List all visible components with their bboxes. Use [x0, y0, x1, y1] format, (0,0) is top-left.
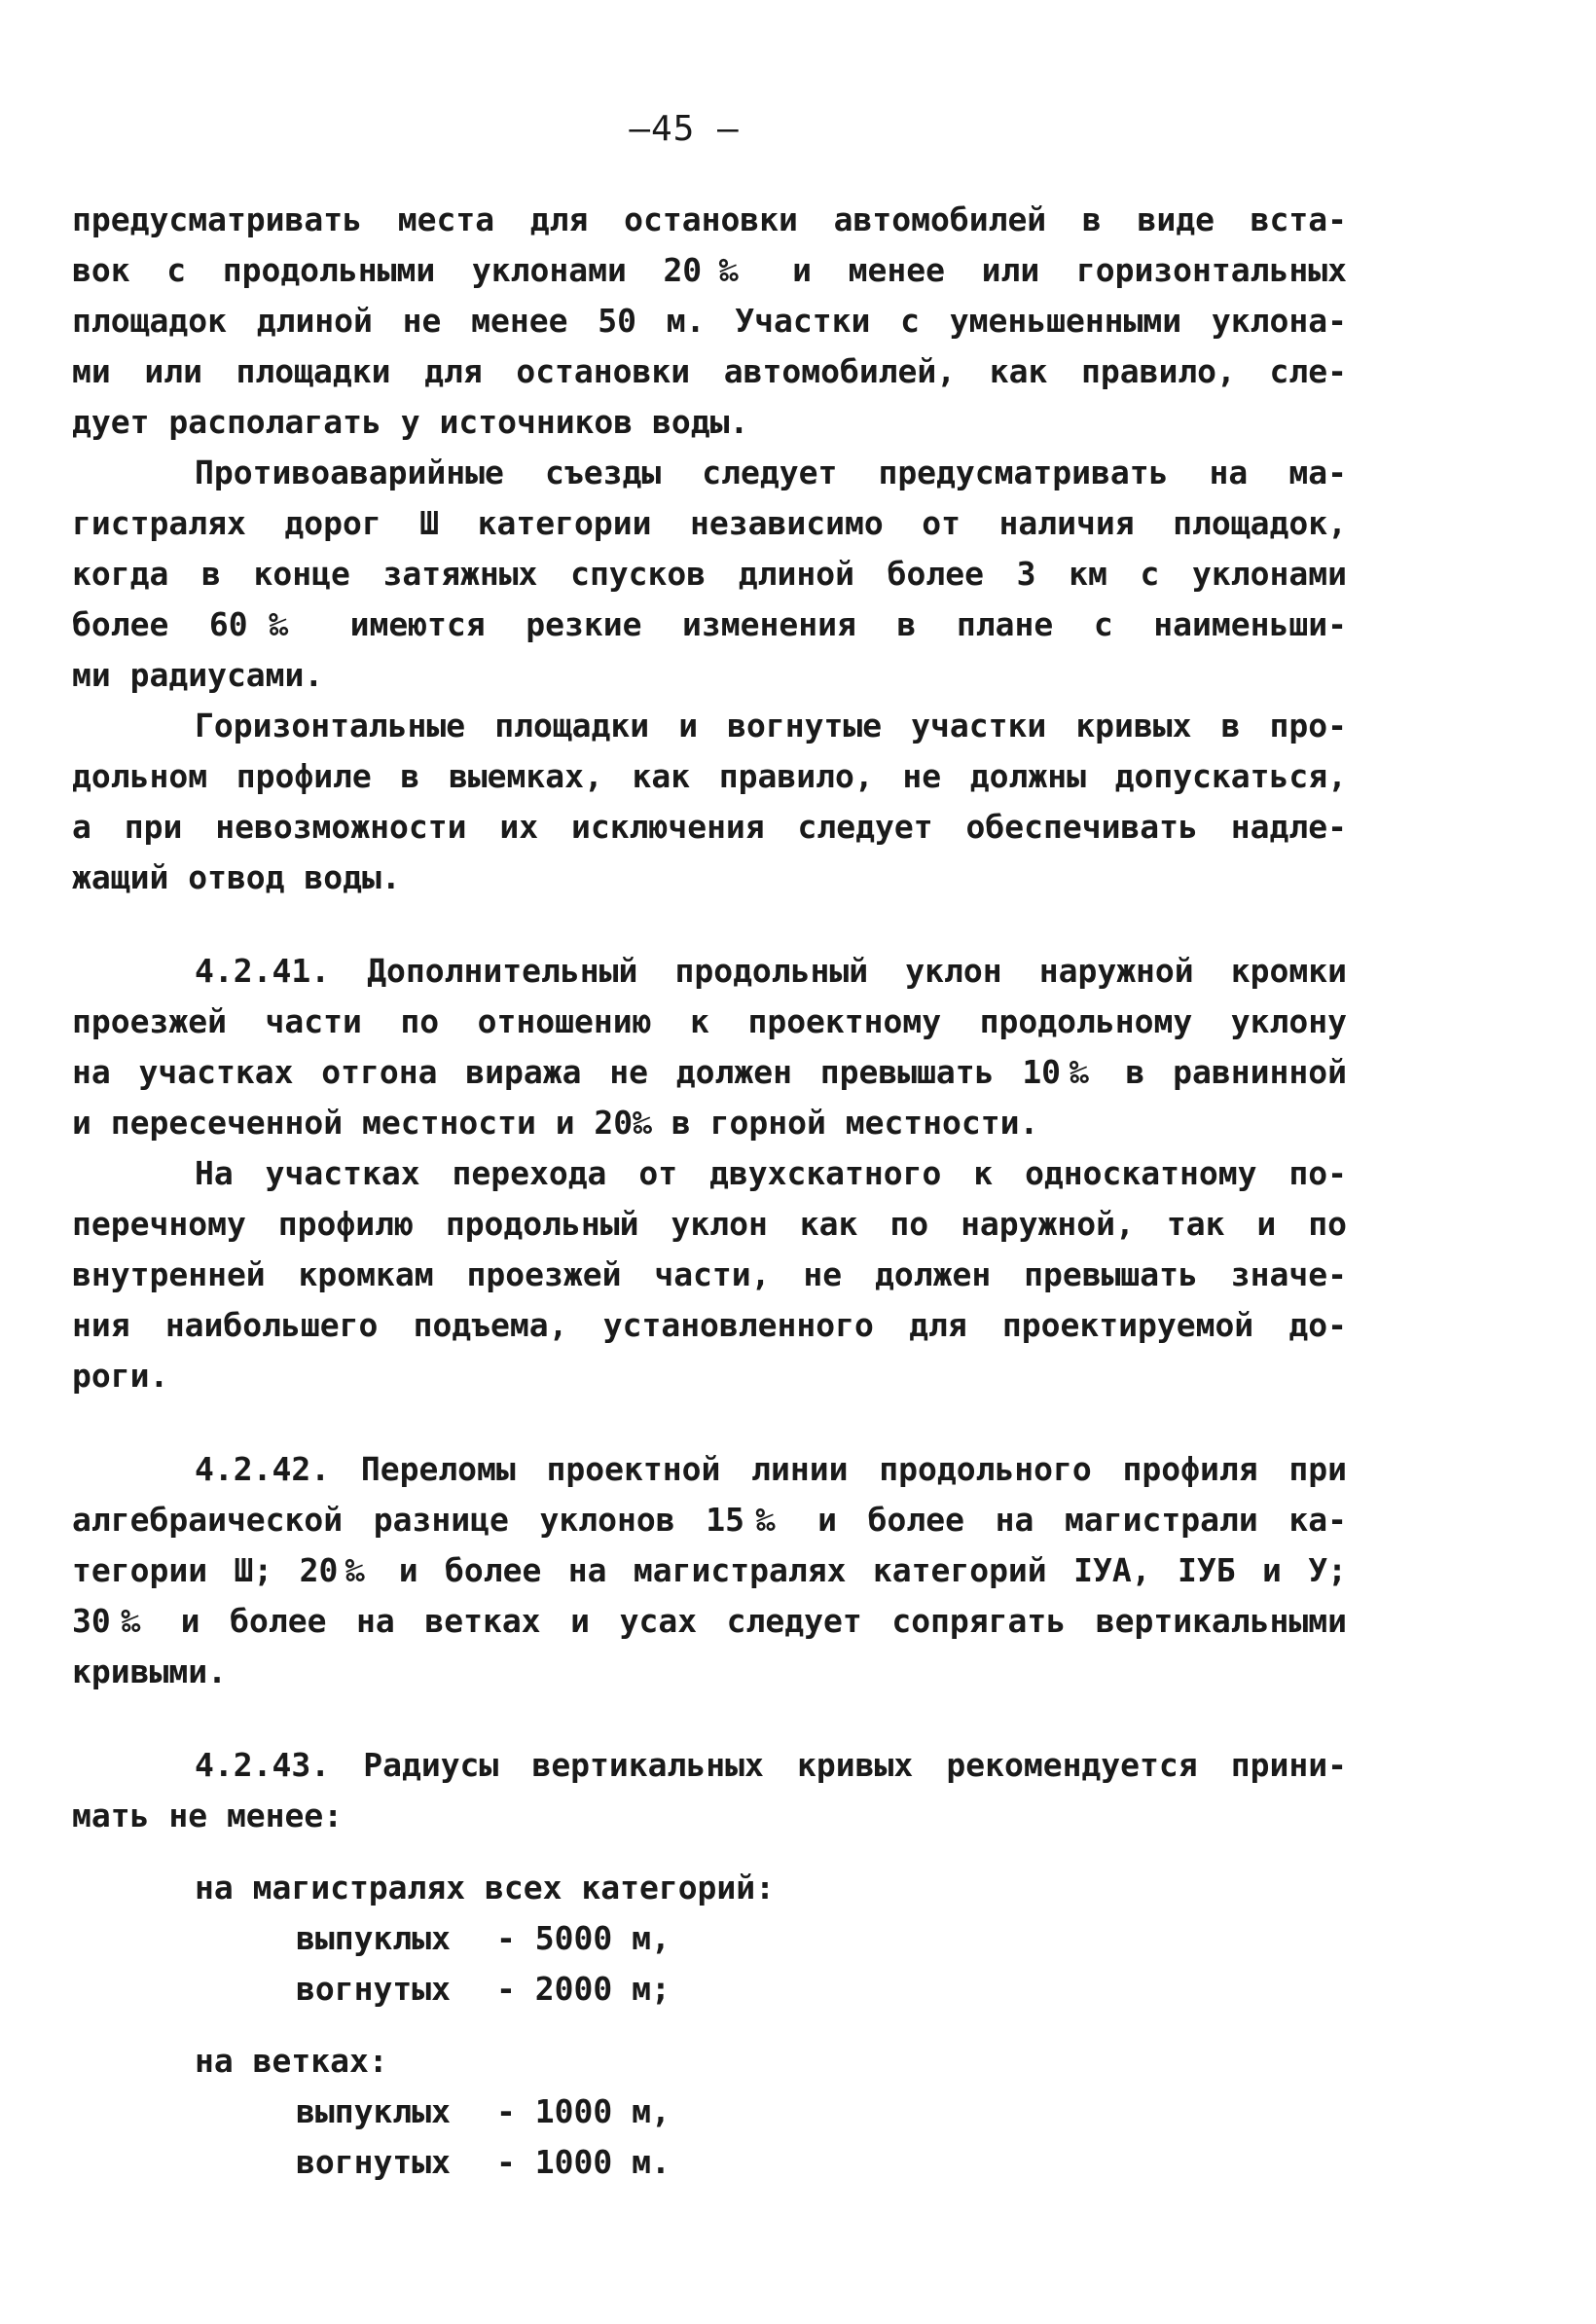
text-line: На участках перехода от двухскатного к односкатному по-	[195, 1154, 1347, 1192]
spacer	[72, 1401, 1347, 1444]
text-line: кривыми.	[72, 1652, 227, 1690]
paragraph-stopping-places	[72, 195, 1347, 448]
curve-radius: - 1000 м,	[496, 2092, 671, 2130]
clause-4-2-42	[72, 1444, 1347, 1697]
text-line: 4.2.43. Радиусы вертикальных кривых рекомендуется прини-	[195, 1746, 1347, 1784]
text-line: площадок длиной не менее 50 м. Участки с уменьшенными уклона-	[72, 302, 1347, 340]
text-line: 4.2.41. Дополнительный продольный уклон наружной кромки	[195, 952, 1347, 990]
text-line: Противоаварийные съезды следует предусматривать на ма-	[195, 454, 1347, 491]
text-line: когда в конце затяжных спусков длиной более 3 км с уклонами	[72, 555, 1347, 593]
text-line: ми радиусами.	[72, 656, 324, 694]
curve-kind: выпуклых	[296, 1919, 451, 1957]
text-line: дольном профиле в выемках, как правило, не должны допускаться,	[72, 757, 1347, 795]
page-number: —45 —	[629, 109, 740, 149]
text-line: на участках отгона виража не должен превышать 10‰ в равнинной	[72, 1053, 1347, 1091]
spacer	[72, 903, 1347, 946]
text-line: гистралях дорог Ш категории независимо от наличия площадок,	[72, 504, 1347, 542]
text-line: внутренней кромкам проезжей части, не должен превышать значе-	[72, 1255, 1347, 1293]
text-line: 30‰ и более на ветках и усах следует сопрягать вертикальными	[72, 1602, 1347, 1640]
curve-kind: выпуклых	[296, 2092, 451, 2130]
text-line: и пересеченной местности и 20‰ в горной местности.	[72, 1104, 1039, 1142]
text-line: мать не менее:	[72, 1797, 344, 1834]
list-row	[195, 1913, 1347, 1964]
list-heading-branches: на ветках:	[195, 2042, 388, 2080]
paragraph-transition-profile	[72, 1148, 1347, 1401]
text-line: вок с продольными уклонами 20‰ и менее или горизонтальных	[72, 251, 1347, 289]
curve-radius: - 2000 м;	[496, 1970, 671, 2008]
spacer	[72, 1841, 1347, 1863]
text-line: ми или площадки для остановки автомобилей, как правило, сле-	[72, 352, 1347, 390]
list-heading-main-lines: на магистралях всех категорий:	[195, 1869, 776, 1906]
text-line: перечному профилю продольный уклон как по наружной, так и по	[72, 1205, 1347, 1243]
list-row	[195, 1964, 1347, 2015]
spacer	[195, 2015, 1347, 2036]
text-line: ния наибольшего подъема, установленного для проектируемой до-	[72, 1306, 1347, 1344]
text-line: более 60‰ имеются резкие изменения в плане с наименьши-	[72, 605, 1347, 643]
clause-4-2-43	[72, 1740, 1347, 1841]
text-line: проезжей части по отношению к проектному продольному уклону	[72, 1002, 1347, 1040]
clause-4-2-41	[72, 946, 1347, 1148]
paragraph-emergency-exits	[72, 448, 1347, 701]
text-line: предусматривать места для остановки автомобилей в виде вста-	[72, 200, 1347, 238]
radii-list	[195, 1863, 1347, 2188]
text-line: алгебраической разнице уклонов 15‰ и более на магистрали ка-	[72, 1501, 1347, 1539]
list-row	[195, 2137, 1347, 2188]
text-line: Горизонтальные площадки и вогнутые участки кривых в про-	[195, 707, 1347, 744]
text-line: жащий отвод воды.	[72, 858, 401, 896]
text-line: дует располагать у источников воды.	[72, 403, 749, 441]
text-line: роги.	[72, 1357, 169, 1395]
text-line: 4.2.42. Переломы проектной линии продольного профиля при	[195, 1450, 1347, 1488]
curve-kind: вогнутых	[296, 1970, 451, 2008]
curve-kind: вогнутых	[296, 2143, 451, 2181]
curve-radius: - 5000 м,	[496, 1919, 671, 1957]
paragraph-horizontal-sections	[72, 701, 1347, 903]
curve-radius: - 1000 м.	[496, 2143, 671, 2181]
spacer	[72, 1697, 1347, 1740]
text-line: тегории Ш; 20‰ и более на магистралях категорий IУА, IУБ и У;	[72, 1551, 1347, 1589]
body-text	[72, 195, 1347, 2188]
text-line: а при невозможности их исключения следует обеспечивать надле-	[72, 808, 1347, 846]
list-row	[195, 2087, 1347, 2137]
